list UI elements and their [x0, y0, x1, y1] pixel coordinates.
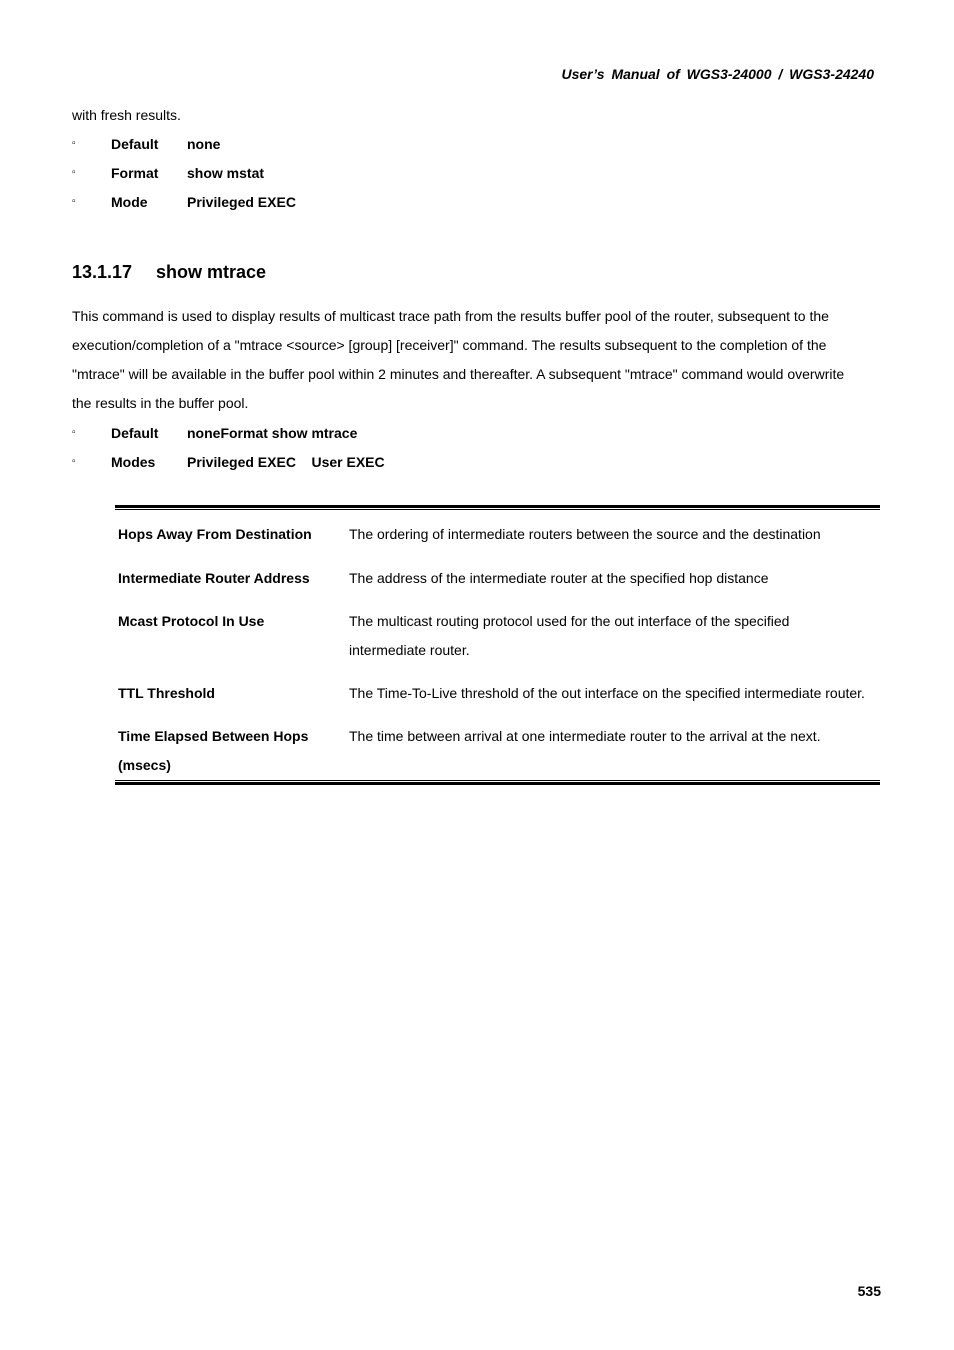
field-name: Intermediate Router Address [118, 570, 310, 586]
section-number: 13.1.17 [72, 262, 133, 282]
field-description: The address of the intermediate router at the specified hop distance [349, 570, 769, 586]
property-value: Privileged EXEC User EXEC [187, 454, 385, 470]
output-fields-table [115, 505, 880, 785]
property-value: show mstat [187, 165, 265, 181]
intro-continued-text: with fresh results. [72, 107, 181, 123]
table-row [115, 722, 880, 780]
table-top-rule [115, 505, 880, 510]
property-value: none [187, 136, 221, 152]
property-value: noneFormat show mtrace [187, 425, 358, 441]
page-header: User’s Manual of WGS3-24000 / WGS3-24240 [561, 66, 874, 82]
table-bottom-rule [115, 780, 880, 785]
property-value: Privileged EXEC [187, 194, 296, 210]
bullet-icon: ▫ [72, 427, 76, 438]
bullet-icon: ▫ [72, 167, 76, 178]
field-name: Time Elapsed Between Hops (msecs) [118, 728, 309, 773]
table-row [115, 520, 880, 564]
bullet-icon: ▫ [72, 138, 76, 149]
description-paragraph [72, 302, 882, 418]
bullet-icon: ▫ [72, 456, 76, 467]
description-line: This command is used to display results of multicast trace path from the results buffer pool of the router, subsequent to the [72, 308, 829, 324]
property-label: Mode [111, 194, 148, 210]
field-name: Hops Away From Destination [118, 526, 312, 542]
field-name: Mcast Protocol In Use [118, 613, 265, 629]
bullet-icon: ▫ [72, 196, 76, 207]
description-line: the results in the buffer pool. [72, 395, 249, 411]
field-description: The multicast routing protocol used for the out interface of the specified intermediate router. [349, 613, 790, 658]
table-row [115, 607, 880, 679]
section-heading [72, 262, 266, 283]
table-row [115, 679, 880, 722]
table-row [115, 564, 880, 607]
property-label: Default [111, 425, 159, 441]
field-description: The Time-To-Live threshold of the out interface on the specified intermediate router. [349, 685, 865, 701]
property-label: Format [111, 165, 159, 181]
page-number: 535 [857, 1283, 881, 1299]
description-line: "mtrace" will be available in the buffer pool within 2 minutes and thereafter. A subsequent "mtrace" command would overwrite [72, 366, 845, 382]
description-line: execution/completion of a "mtrace <source> [group] [receiver]" command. The results subsequent to the completion of the [72, 337, 827, 353]
field-name: TTL Threshold [118, 685, 215, 701]
field-description: The time between arrival at one intermediate router to the arrival at the next. [349, 728, 821, 744]
property-label: Default [111, 136, 159, 152]
field-description: The ordering of intermediate routers between the source and the destination [349, 526, 821, 542]
section-title: show mtrace [156, 262, 267, 282]
property-label: Modes [111, 454, 156, 470]
